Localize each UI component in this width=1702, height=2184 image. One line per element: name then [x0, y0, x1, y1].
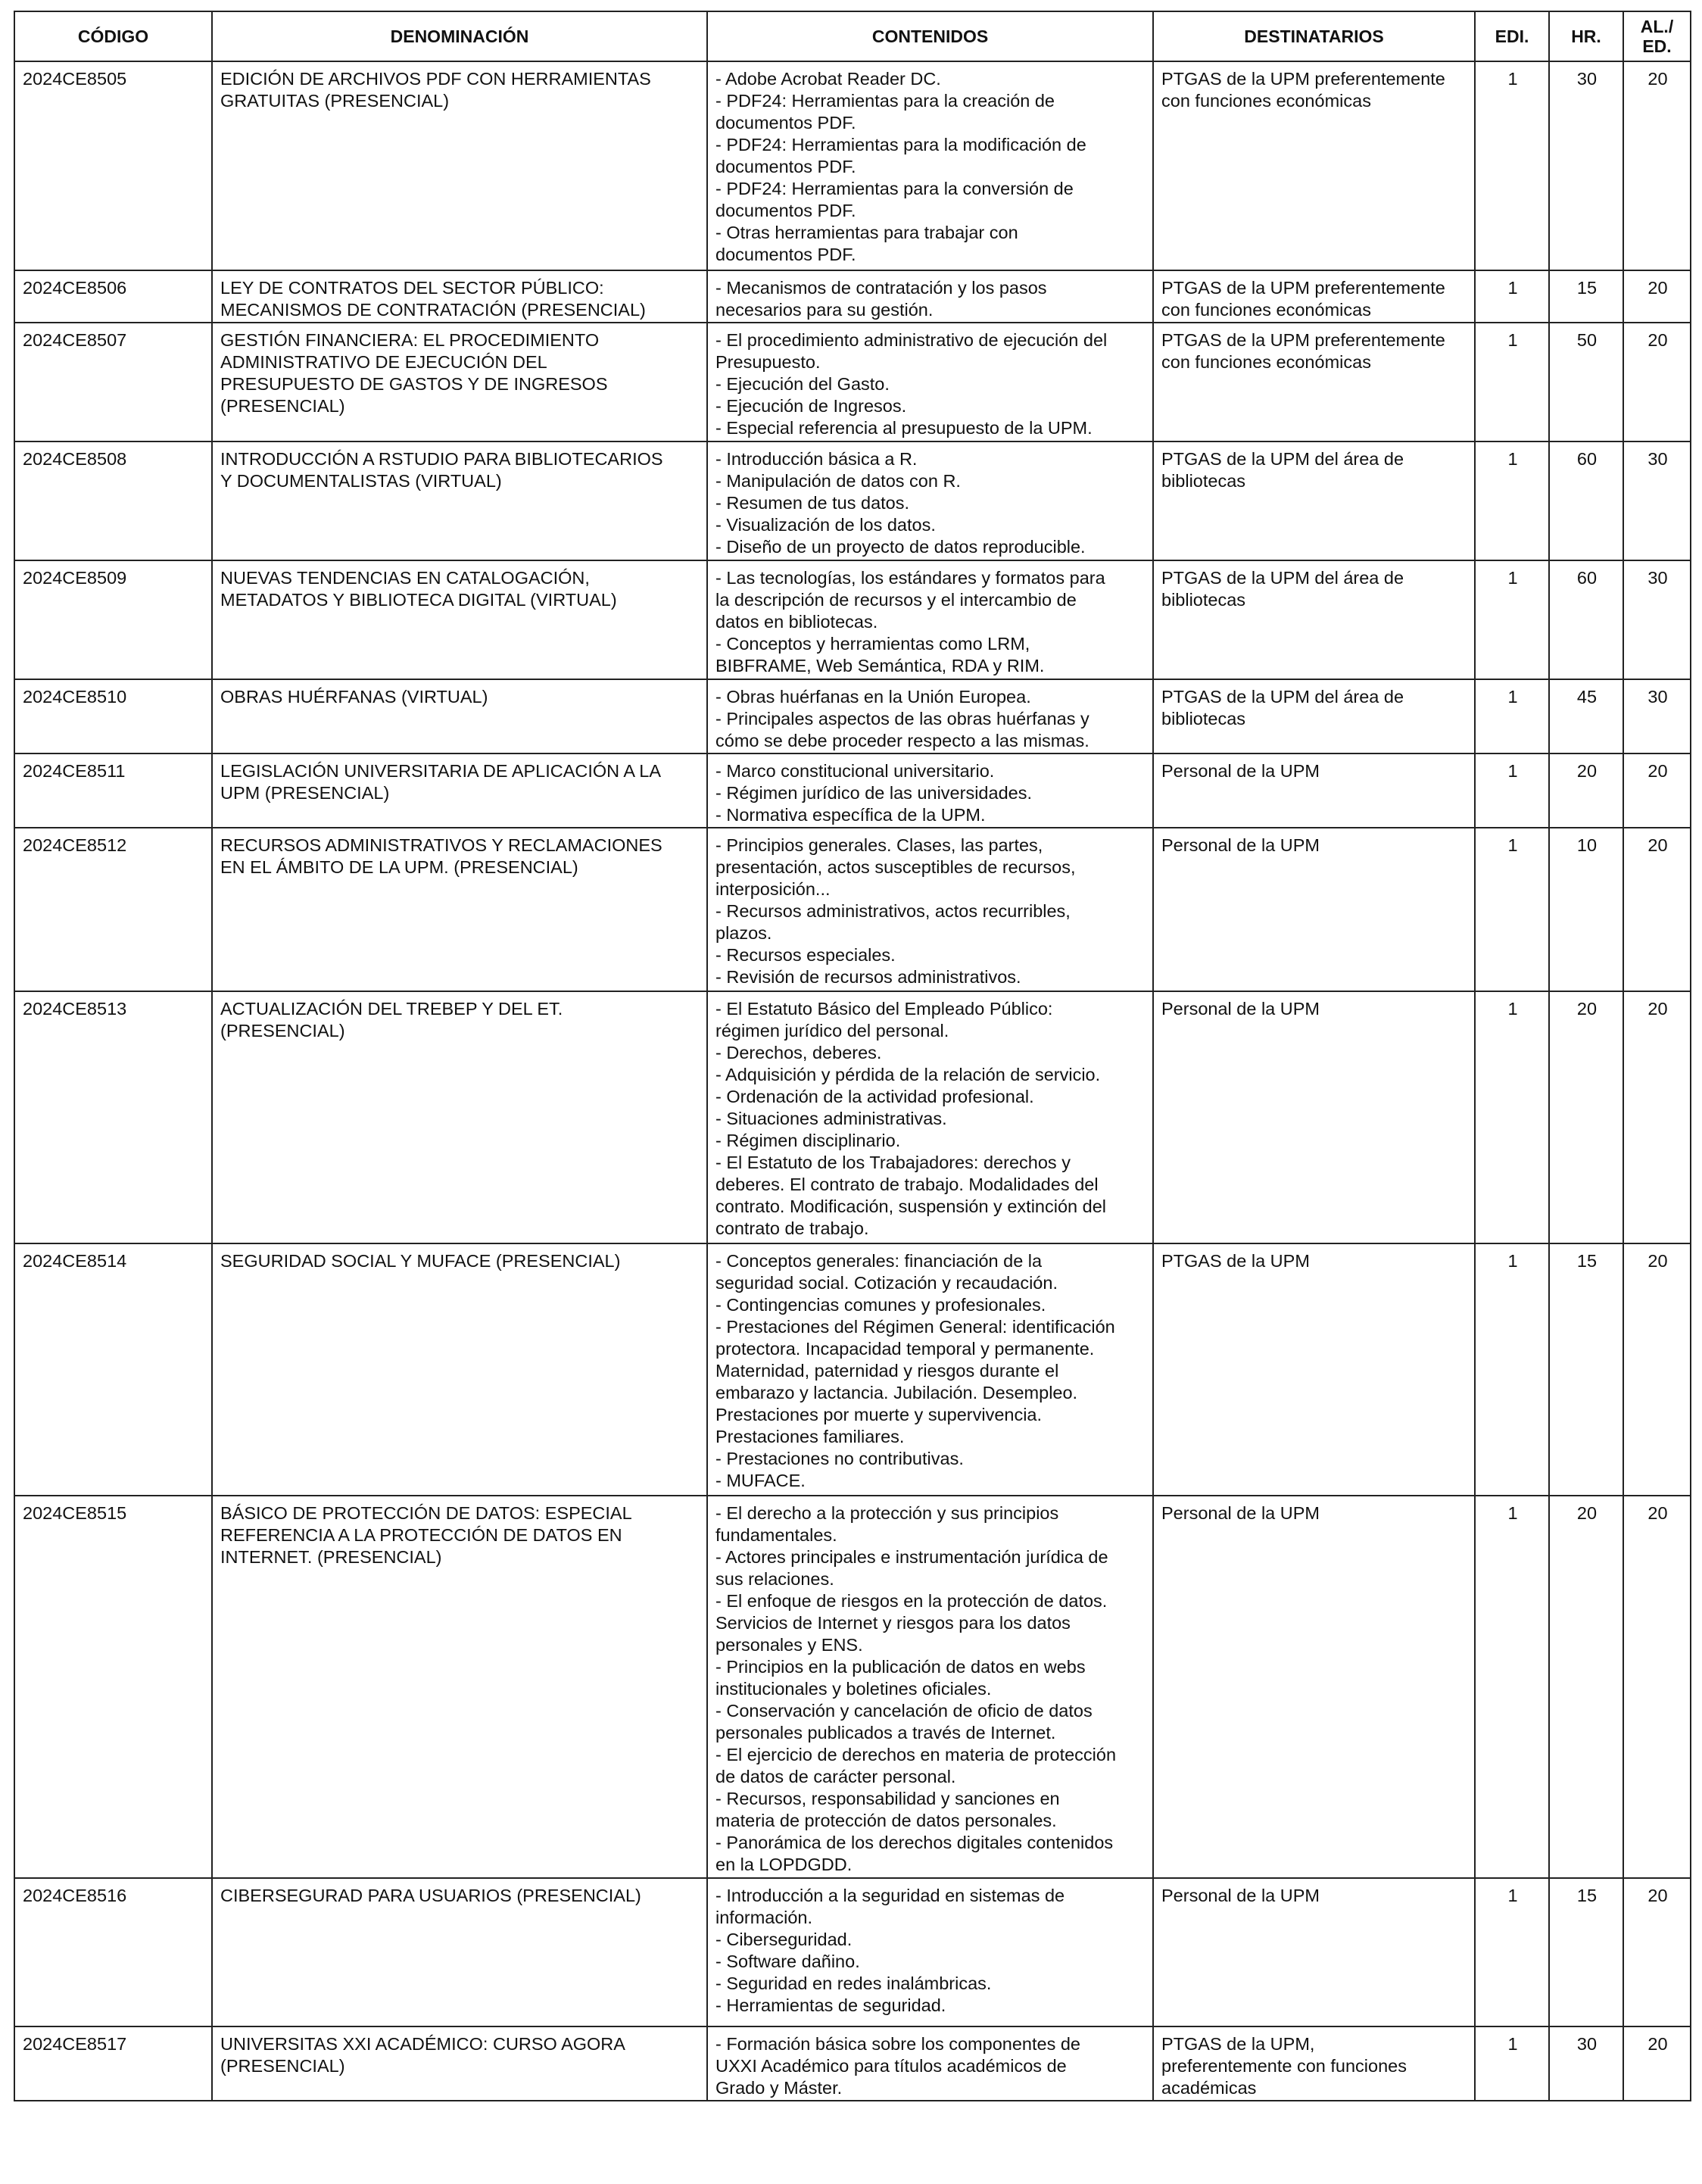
cell-contenidos-line: - Otras herramientas para trabajar con [715, 223, 1018, 242]
cell-contenidos-line: cómo se debe proceder respecto a las mismas. [715, 731, 1089, 750]
header-row [14, 11, 1691, 61]
cell-contenidos-line: Presupuesto. [715, 352, 821, 372]
cell-destinatarios-line: bibliotecas [1161, 709, 1246, 729]
cell-denominacion: SEGURIDAD SOCIAL Y MUFACE (PRESENCIAL) [212, 1243, 707, 1496]
cell-codigo: 2024CE8508 [14, 441, 212, 560]
cell-destinatarios-line: bibliotecas [1161, 590, 1246, 610]
cell-contenidos-line: - Conceptos generales: financiación de la [715, 1251, 1043, 1271]
cell-contenidos-line: información. [715, 1908, 812, 1927]
cell-hr: 20 [1549, 753, 1623, 828]
cell-contenidos-line: en la LOPDGDD. [715, 1855, 853, 1874]
cell-codigo: 2024CE8514 [14, 1243, 212, 1496]
cell-hr: 20 [1549, 991, 1623, 1243]
cell-al-ed: 20 [1623, 2026, 1691, 2101]
cell-contenidos-line: - Adobe Acrobat Reader DC. [715, 69, 941, 89]
cell-codigo: 2024CE8510 [14, 679, 212, 753]
cell-contenidos-line: - Las tecnologías, los estándares y formatos para [715, 568, 1105, 588]
cell-destinatarios [1153, 323, 1475, 441]
cell-edi: 1 [1475, 1496, 1549, 1878]
cell-contenidos-line: - Adquisición y pérdida de la relación de servicio. [715, 1065, 1101, 1084]
cell-contenidos-line: - Panorámica de los derechos digitales contenidos [715, 1833, 1114, 1852]
cell-contenidos [707, 828, 1153, 991]
cell-edi: 1 [1475, 828, 1549, 991]
cell-contenidos-line: plazos. [715, 923, 772, 943]
cell-contenidos-line: - Manipulación de datos con R. [715, 471, 961, 491]
cell-contenidos-line: - Introducción a la seguridad en sistemas de [715, 1886, 1065, 1905]
table-row [14, 828, 1691, 991]
cell-al-ed: 20 [1623, 1878, 1691, 2026]
cell-contenidos-line: - Principios en la publicación de datos en webs [715, 1657, 1086, 1677]
cell-codigo: 2024CE8512 [14, 828, 212, 991]
cell-edi: 1 [1475, 1243, 1549, 1496]
cell-contenidos-line: - Prestaciones del Régimen General: identificación [715, 1317, 1115, 1337]
cell-denominacion: EDICIÓN DE ARCHIVOS PDF CON HERRAMIENTAS GRATUITAS (PRESENCIAL) [212, 61, 707, 270]
cell-contenidos-line: - Derechos, deberes. [715, 1043, 882, 1062]
cell-contenidos-line: fundamentales. [715, 1525, 837, 1545]
cell-contenidos-line: - Resumen de tus datos. [715, 493, 910, 513]
cell-contenidos-line: - Especial referencia al presupuesto de la UPM. [715, 418, 1093, 438]
cell-contenidos-line: - Software dañino. [715, 1952, 860, 1971]
cell-contenidos-line: personales publicados a través de Internet. [715, 1723, 1056, 1743]
cell-destinatarios-line: PTGAS de la UPM del área de [1161, 568, 1404, 588]
cell-destinatarios-line: PTGAS de la UPM preferentemente [1161, 330, 1445, 350]
cell-contenidos-line: - El derecho a la protección y sus principios [715, 1503, 1059, 1523]
cell-destinatarios-line: con funciones económicas [1161, 91, 1371, 111]
cell-contenidos [707, 1878, 1153, 2026]
cell-destinatarios-line: académicas [1161, 2078, 1257, 2098]
col-header-denominacion: DENOMINACIÓN [212, 11, 707, 61]
cell-contenidos-line: - Ordenación de la actividad profesional. [715, 1087, 1034, 1106]
cell-contenidos [707, 753, 1153, 828]
cell-contenidos-line: - El enfoque de riesgos en la protección de datos. [715, 1591, 1108, 1611]
cell-codigo: 2024CE8506 [14, 270, 212, 323]
cell-edi: 1 [1475, 270, 1549, 323]
cell-al-ed: 20 [1623, 323, 1691, 441]
cell-contenidos-line: - Diseño de un proyecto de datos reproducible. [715, 537, 1086, 557]
cell-al-ed: 20 [1623, 270, 1691, 323]
cell-destinatarios [1153, 270, 1475, 323]
cell-edi: 1 [1475, 2026, 1549, 2101]
cell-codigo: 2024CE8511 [14, 753, 212, 828]
cell-hr: 15 [1549, 270, 1623, 323]
cell-edi: 1 [1475, 441, 1549, 560]
cell-hr: 50 [1549, 323, 1623, 441]
cell-hr: 20 [1549, 1496, 1623, 1878]
cell-denominacion: GESTIÓN FINANCIERA: EL PROCEDIMIENTO ADMINISTRATIVO DE EJECUCIÓN DEL PRESUPUESTO DE GASTOS Y DE INGRESOS (PRESENCIAL) [212, 323, 707, 441]
cell-destinatarios [1153, 1496, 1475, 1878]
cell-contenidos-line: - El procedimiento administrativo de ejecución del [715, 330, 1108, 350]
cell-al-ed: 20 [1623, 753, 1691, 828]
cell-destinatarios-line: con funciones económicas [1161, 300, 1371, 320]
cell-contenidos-line: protectora. Incapacidad temporal y permanente. [715, 1339, 1095, 1359]
cell-contenidos-line: sus relaciones. [715, 1569, 834, 1589]
table-row [14, 270, 1691, 323]
table-row [14, 560, 1691, 679]
cell-destinatarios-line: Personal de la UPM [1161, 1503, 1320, 1523]
cell-codigo: 2024CE8516 [14, 1878, 212, 2026]
cell-contenidos-line: datos en bibliotecas. [715, 612, 878, 632]
cell-al-ed: 30 [1623, 441, 1691, 560]
table-row [14, 323, 1691, 441]
cell-edi: 1 [1475, 61, 1549, 270]
cell-codigo: 2024CE8509 [14, 560, 212, 679]
cell-contenidos-line: contrato. Modificación, suspensión y extinción del [715, 1197, 1106, 1216]
cell-contenidos-line: - Revisión de recursos administrativos. [715, 967, 1021, 987]
cell-denominacion: BÁSICO DE PROTECCIÓN DE DATOS: ESPECIAL REFERENCIA A LA PROTECCIÓN DE DATOS EN INTERNET. (PRESENCIAL) [212, 1496, 707, 1878]
cell-contenidos [707, 560, 1153, 679]
cell-contenidos-line: - Ciberseguridad. [715, 1930, 853, 1949]
cell-contenidos-line: interposición... [715, 879, 831, 899]
cell-contenidos-line: documentos PDF. [715, 201, 856, 220]
cell-contenidos-line: - PDF24: Herramientas para la creación de [715, 91, 1055, 111]
cell-al-ed: 20 [1623, 991, 1691, 1243]
cell-destinatarios-line: Personal de la UPM [1161, 835, 1320, 855]
cell-contenidos-line: - Actores principales e instrumentación jurídica de [715, 1547, 1108, 1567]
cell-contenidos-line: - Recursos administrativos, actos recurribles, [715, 901, 1071, 921]
cell-hr: 15 [1549, 1878, 1623, 2026]
col-header-codigo: CÓDIGO [14, 11, 212, 61]
cell-denominacion: OBRAS HUÉRFANAS (VIRTUAL) [212, 679, 707, 753]
cell-contenidos-line: - El Estatuto Básico del Empleado Público: [715, 999, 1053, 1019]
cell-contenidos-line: - PDF24: Herramientas para la conversión de [715, 179, 1074, 198]
cell-destinatarios [1153, 828, 1475, 991]
cell-destinatarios [1153, 441, 1475, 560]
cell-edi: 1 [1475, 560, 1549, 679]
courses-table [14, 11, 1691, 2101]
cell-contenidos-line: - MUFACE. [715, 1471, 806, 1490]
cell-destinatarios-line: PTGAS de la UPM del área de [1161, 687, 1404, 707]
cell-contenidos-line: documentos PDF. [715, 245, 856, 264]
cell-contenidos-line: - Seguridad en redes inalámbricas. [715, 1973, 992, 1993]
cell-contenidos-line: - Contingencias comunes y profesionales. [715, 1295, 1046, 1315]
cell-destinatarios-line: PTGAS de la UPM del área de [1161, 449, 1404, 469]
cell-destinatarios-line: Personal de la UPM [1161, 999, 1320, 1019]
cell-contenidos-line: institucionales y boletines oficiales. [715, 1679, 992, 1699]
table-row [14, 1496, 1691, 1878]
cell-destinatarios-line: preferentemente con funciones [1161, 2056, 1407, 2076]
cell-contenidos [707, 270, 1153, 323]
table-row [14, 61, 1691, 270]
cell-hr: 15 [1549, 1243, 1623, 1496]
cell-al-ed: 30 [1623, 560, 1691, 679]
cell-destinatarios-line: Personal de la UPM [1161, 1886, 1320, 1905]
cell-destinatarios-line: PTGAS de la UPM preferentemente [1161, 278, 1445, 298]
cell-denominacion: ACTUALIZACIÓN DEL TREBEP Y DEL ET. (PRESENCIAL) [212, 991, 707, 1243]
cell-destinatarios-line: PTGAS de la UPM, [1161, 2034, 1315, 2054]
col-header-hr: HR. [1549, 11, 1623, 61]
cell-codigo: 2024CE8515 [14, 1496, 212, 1878]
cell-contenidos-line: documentos PDF. [715, 157, 856, 176]
col-header-contenidos: CONTENIDOS [707, 11, 1153, 61]
cell-contenidos [707, 61, 1153, 270]
cell-destinatarios [1153, 991, 1475, 1243]
table-row [14, 679, 1691, 753]
cell-contenidos-line: embarazo y lactancia. Jubilación. Desempleo. [715, 1383, 1078, 1402]
cell-contenidos-line: deberes. El contrato de trabajo. Modalidades del [715, 1175, 1099, 1194]
cell-al-ed: 20 [1623, 1496, 1691, 1878]
table-row [14, 991, 1691, 1243]
col-header-al-ed: AL./ ED. [1623, 11, 1691, 61]
cell-hr: 10 [1549, 828, 1623, 991]
cell-destinatarios [1153, 1243, 1475, 1496]
cell-contenidos-line: - Conceptos y herramientas como LRM, [715, 634, 1030, 654]
cell-contenidos-line: documentos PDF. [715, 113, 856, 133]
cell-contenidos-line: de datos de carácter personal. [715, 1767, 956, 1786]
cell-denominacion: LEGISLACIÓN UNIVERSITARIA DE APLICACIÓN A LA UPM (PRESENCIAL) [212, 753, 707, 828]
cell-contenidos-line: - Mecanismos de contratación y los pasos [715, 278, 1047, 298]
cell-destinatarios [1153, 679, 1475, 753]
cell-contenidos-line: UXXI Académico para títulos académicos de [715, 2056, 1067, 2076]
cell-al-ed: 20 [1623, 828, 1691, 991]
cell-edi: 1 [1475, 323, 1549, 441]
cell-al-ed: 20 [1623, 61, 1691, 270]
cell-destinatarios [1153, 1878, 1475, 2026]
cell-destinatarios [1153, 2026, 1475, 2101]
cell-contenidos-line: - El ejercicio de derechos en materia de protección [715, 1745, 1117, 1764]
cell-denominacion: CIBERSEGURAD PARA USUARIOS (PRESENCIAL) [212, 1878, 707, 2026]
cell-edi: 1 [1475, 679, 1549, 753]
cell-contenidos-line: - Conservación y cancelación de oficio de datos [715, 1701, 1093, 1721]
cell-contenidos-line: - Herramientas de seguridad. [715, 1995, 946, 2015]
cell-contenidos [707, 991, 1153, 1243]
cell-contenidos-line: Servicios de Internet y riesgos para los datos [715, 1613, 1071, 1633]
table-row [14, 441, 1691, 560]
cell-contenidos-line: - Prestaciones no contributivas. [715, 1449, 964, 1468]
cell-edi: 1 [1475, 991, 1549, 1243]
cell-contenidos-line: - Obras huérfanas en la Unión Europea. [715, 687, 1031, 707]
cell-contenidos-line: - PDF24: Herramientas para la modificación de [715, 135, 1086, 154]
cell-hr: 60 [1549, 441, 1623, 560]
cell-contenidos [707, 679, 1153, 753]
cell-contenidos-line: BIBFRAME, Web Semántica, RDA y RIM. [715, 656, 1045, 675]
cell-contenidos-line: contrato de trabajo. [715, 1218, 869, 1238]
cell-contenidos-line: - Normativa específica de la UPM. [715, 805, 986, 825]
cell-contenidos-line: - Régimen jurídico de las universidades. [715, 783, 1032, 803]
cell-contenidos-line: personales y ENS. [715, 1635, 863, 1655]
cell-denominacion: NUEVAS TENDENCIAS EN CATALOGACIÓN, METADATOS Y BIBLIOTECA DIGITAL (VIRTUAL) [212, 560, 707, 679]
cell-contenidos [707, 1243, 1153, 1496]
cell-contenidos-line: - Régimen disciplinario. [715, 1131, 901, 1150]
cell-contenidos-line: materia de protección de datos personales. [715, 1811, 1057, 1830]
cell-edi: 1 [1475, 753, 1549, 828]
cell-destinatarios [1153, 560, 1475, 679]
cell-hr: 30 [1549, 2026, 1623, 2101]
col-header-destinatarios: DESTINATARIOS [1153, 11, 1475, 61]
cell-contenidos-line: - Situaciones administrativas. [715, 1109, 947, 1128]
table-row [14, 2026, 1691, 2101]
table-row [14, 1243, 1691, 1496]
cell-contenidos-line: - Ejecución del Gasto. [715, 374, 890, 394]
cell-hr: 30 [1549, 61, 1623, 270]
cell-hr: 60 [1549, 560, 1623, 679]
cell-contenidos-line: Maternidad, paternidad y riesgos durante el [715, 1361, 1059, 1381]
cell-contenidos-line: - Principios generales. Clases, las partes, [715, 835, 1043, 855]
cell-edi: 1 [1475, 1878, 1549, 2026]
cell-contenidos-line: - Ejecución de Ingresos. [715, 396, 907, 416]
cell-destinatarios-line: Personal de la UPM [1161, 761, 1320, 781]
cell-denominacion: LEY DE CONTRATOS DEL SECTOR PÚBLICO: MECANISMOS DE CONTRATACIÓN (PRESENCIAL) [212, 270, 707, 323]
cell-contenidos-line: Prestaciones familiares. [715, 1427, 905, 1446]
cell-denominacion: INTRODUCCIÓN A RSTUDIO PARA BIBLIOTECARIOS Y DOCUMENTALISTAS (VIRTUAL) [212, 441, 707, 560]
cell-contenidos [707, 323, 1153, 441]
cell-destinatarios [1153, 61, 1475, 270]
cell-contenidos-line: Grado y Máster. [715, 2078, 843, 2098]
cell-contenidos [707, 1496, 1153, 1878]
cell-contenidos [707, 441, 1153, 560]
cell-denominacion: UNIVERSITAS XXI ACADÉMICO: CURSO AGORA (PRESENCIAL) [212, 2026, 707, 2101]
cell-destinatarios-line: bibliotecas [1161, 471, 1246, 491]
cell-codigo: 2024CE8505 [14, 61, 212, 270]
cell-hr: 45 [1549, 679, 1623, 753]
cell-al-ed: 30 [1623, 679, 1691, 753]
cell-destinatarios-line: PTGAS de la UPM preferentemente [1161, 69, 1445, 89]
cell-contenidos-line: - Recursos especiales. [715, 945, 896, 965]
cell-codigo: 2024CE8507 [14, 323, 212, 441]
cell-destinatarios-line: con funciones económicas [1161, 352, 1371, 372]
cell-contenidos-line: - Introducción básica a R. [715, 449, 918, 469]
col-header-edi: EDI. [1475, 11, 1549, 61]
cell-contenidos-line: seguridad social. Cotización y recaudación. [715, 1273, 1058, 1293]
cell-contenidos-line: - Visualización de los datos. [715, 515, 936, 535]
cell-contenidos-line: presentación, actos susceptibles de recursos, [715, 857, 1076, 877]
cell-contenidos [707, 2026, 1153, 2101]
cell-al-ed: 20 [1623, 1243, 1691, 1496]
cell-contenidos-line: la descripción de recursos y el intercambio de [715, 590, 1077, 610]
cell-destinatarios-line: PTGAS de la UPM [1161, 1251, 1310, 1271]
table-row [14, 1878, 1691, 2026]
cell-contenidos-line: - Formación básica sobre los componentes de [715, 2034, 1080, 2054]
cell-contenidos-line: - Principales aspectos de las obras huérfanas y [715, 709, 1089, 729]
cell-contenidos-line: - El Estatuto de los Trabajadores: derechos y [715, 1153, 1071, 1172]
cell-codigo: 2024CE8513 [14, 991, 212, 1243]
cell-contenidos-line: Prestaciones por muerte y supervivencia. [715, 1405, 1043, 1424]
table-row [14, 753, 1691, 828]
cell-contenidos-line: necesarios para su gestión. [715, 300, 934, 320]
cell-contenidos-line: - Marco constitucional universitario. [715, 761, 995, 781]
cell-contenidos-line: régimen jurídico del personal. [715, 1021, 949, 1041]
cell-codigo: 2024CE8517 [14, 2026, 212, 2101]
cell-contenidos-line: - Recursos, responsabilidad y sanciones en [715, 1789, 1060, 1808]
cell-destinatarios [1153, 753, 1475, 828]
cell-denominacion: RECURSOS ADMINISTRATIVOS Y RECLAMACIONES EN EL ÁMBITO DE LA UPM. (PRESENCIAL) [212, 828, 707, 991]
